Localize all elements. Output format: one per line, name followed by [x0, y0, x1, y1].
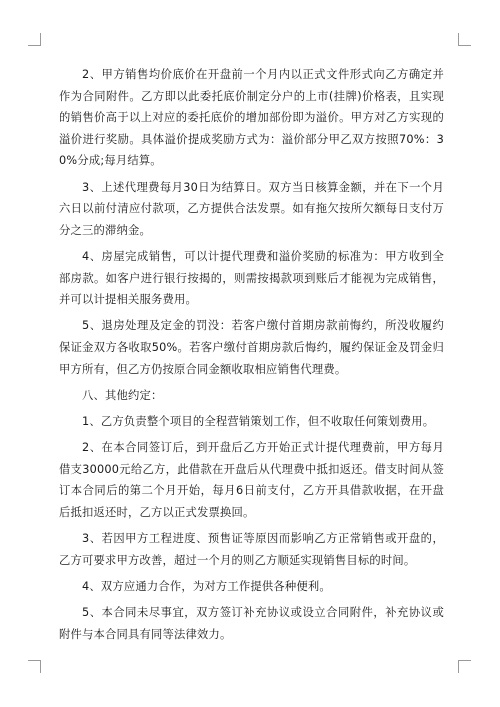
other-term-5: 5、本合同未尽事宜，双方签订补充协议或设立合同附件，补充协议或附件与本合同具有同等法律效力。 — [59, 606, 444, 641]
clause-3-settlement: 3、上述代理费每月30日为结算日。双方当日核算金额，并在下一个月六日以前付清应付款项，乙方提供合法发票。如有拖欠按所欠额每日支付万分之三的滞纳金。 — [59, 180, 444, 237]
document-body — [59, 64, 444, 650]
crop-mark-top-right — [458, 33, 471, 46]
crop-mark-bottom-right — [458, 660, 471, 673]
section-heading-other-terms: 八、其他约定： — [82, 388, 163, 402]
other-term-3: 3、若因甲方工程进度、预售证等原因而影响乙方正常销售或开盘的，乙方可要求甲方改善，超过一个月的则乙方顺延实现销售目标的时间。 — [59, 532, 444, 567]
other-term-4: 4、双方应通力合作，为对方工作提供各种便利。 — [82, 579, 331, 593]
clause-4-sale-completion: 4、房屋完成销售，可以计提代理费和溢价奖励的标准为：甲方收到全部房款。如客户进行银行按揭的，则需按揭款项到账后才能视为完成销售，并可以计提相关服务费用。 — [59, 249, 444, 307]
clause-5-refund: 5、退房处理及定金的罚没：若客户缴付首期房款前悔约，所没收履约保证金双方各收取50%。若客户缴付首期房款后悔约，履约保证金及罚金归甲方所有，但乙方仍按原合同金额收取相应销售代理费。 — [59, 319, 444, 376]
crop-mark-bottom-left — [28, 660, 41, 673]
crop-mark-top-left — [28, 33, 41, 46]
clause-2-pricing: 2、甲方销售均价底价在开盘前一个月内以正式文件形式向乙方确定并作为合同附件。乙方即以此委托底价制定分户的上市(挂牌)价格表，且实现的销售价高于以上对应的委托底价的增加部份即为溢价。甲方对乙方实现的溢价进行奖励。具体溢价提成奖励方式为：溢价部分甲乙双方按照70%：30%分成;每月结算。 — [59, 68, 444, 168]
other-term-1: 1、乙方负责整个项目的全程营销策划工作，但不收取任何策划费用。 — [82, 414, 435, 428]
other-term-2: 2、在本合同签订后，到开盘后乙方开始正式计提代理费前，甲方每月借支30000元给乙方，此借款在开盘后从代理费中抵扣返还。借支时间从签订本合同后的第二个月开始，每月6日前支付，乙方开具借款收据，在开盘后抵扣返还时，乙方以正式发票换回。 — [59, 441, 444, 519]
